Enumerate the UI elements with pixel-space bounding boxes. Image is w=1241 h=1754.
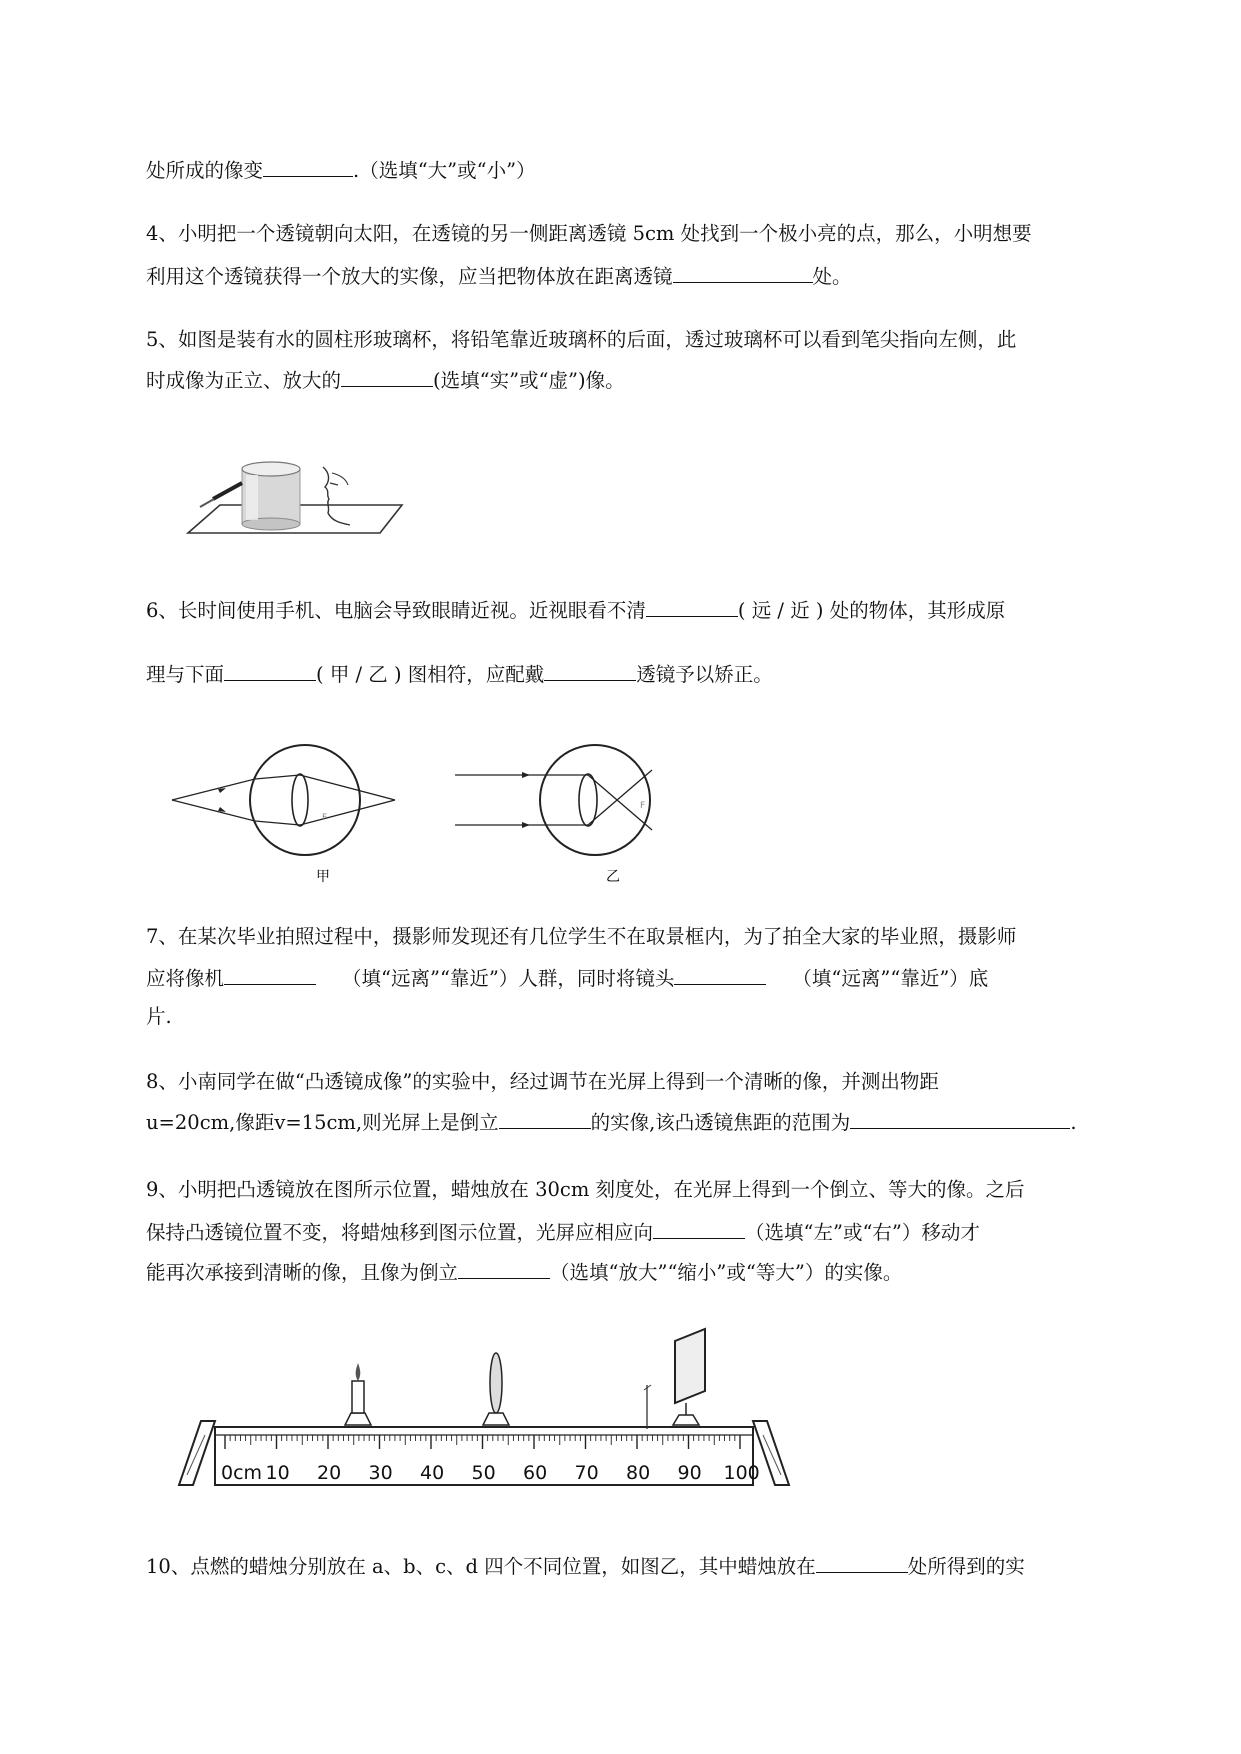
ruler-label: 30 bbox=[368, 1462, 393, 1484]
answer-blank[interactable] bbox=[673, 264, 813, 283]
answer-blank[interactable] bbox=[646, 598, 738, 617]
fig-label-jia: 甲 bbox=[316, 869, 330, 885]
answer-blank[interactable] bbox=[544, 662, 636, 681]
svg-text:F: F bbox=[322, 813, 328, 823]
q9-line-3: 能再次承接到清晰的像，且像为倒立 （选填“放大”“缩小”或“等大”）的实像。 bbox=[146, 1261, 903, 1284]
fig-label-yi: 乙 bbox=[606, 869, 620, 885]
q9-line-1: 9、小明把凸透镜放在图所示位置，蜡烛放在 30cm 刻度处，在光屏上得到一个倒立、等大的像。之后 bbox=[146, 1178, 1025, 1201]
answer-blank[interactable] bbox=[458, 1260, 550, 1279]
answer-blank[interactable] bbox=[263, 158, 353, 177]
ruler-label: 100 bbox=[723, 1462, 760, 1484]
answer-blank[interactable] bbox=[224, 662, 316, 681]
q8-line-1: 8、小南同学在做“凸透镜成像”的实验中，经过调节在光屏上得到一个清晰的像，并测出物距 bbox=[146, 1070, 939, 1093]
answer-blank[interactable] bbox=[341, 368, 433, 387]
answer-blank[interactable] bbox=[850, 1110, 1070, 1129]
ruler-label: 90 bbox=[677, 1462, 702, 1484]
ruler-label: 80 bbox=[626, 1462, 651, 1484]
answer-blank[interactable] bbox=[653, 1220, 745, 1239]
q3-tail-line: 处所成的像变 .（选填“大”或“小”） bbox=[146, 159, 536, 182]
ruler-label: 0cm bbox=[221, 1462, 263, 1484]
ruler-label: 50 bbox=[471, 1462, 496, 1484]
eye-diagrams-figure bbox=[170, 738, 690, 888]
q4-line-2: 利用这个透镜获得一个放大的实像，应当把物体放在距离透镜 处。 bbox=[146, 265, 852, 288]
q9-line-2: 保持凸透镜位置不变，将蜡烛移到图示位置，光屏应相应向 （选填“左”或“右”）移动才 bbox=[146, 1221, 980, 1244]
answer-blank[interactable] bbox=[499, 1110, 591, 1129]
q7-line-1: 7、在某次毕业拍照过程中，摄影师发现还有几位学生不在取景框内，为了拍全大家的毕业照，摄影师 bbox=[146, 925, 1017, 948]
q7-line-3: 片. bbox=[146, 1005, 172, 1028]
ruler-label: 40 bbox=[420, 1462, 445, 1484]
q8-line-2: u=20cm,像距v=15cm,则光屏上是倒立 的实像,该凸透镜焦距的范围为 . bbox=[146, 1111, 1077, 1134]
answer-blank[interactable] bbox=[674, 966, 766, 985]
q5-line-1: 5、如图是装有水的圆柱形玻璃杯，将铅笔靠近玻璃杯的后面，透过玻璃杯可以看到笔尖指向左侧，此 bbox=[146, 328, 1017, 351]
q6-line-2: 理与下面 ( 甲 / 乙 ) 图相符，应配戴 透镜予以矫正。 bbox=[146, 663, 773, 686]
answer-blank[interactable] bbox=[224, 966, 316, 985]
ruler-label: 20 bbox=[317, 1462, 342, 1484]
svg-text:F: F bbox=[640, 801, 646, 811]
q10-line-1: 10、点燃的蜡烛分别放在 a、b、c、d 四个不同位置，如图乙，其中蜡烛放在 处所得到的实 bbox=[146, 1555, 1025, 1578]
q4-line-1: 4、小明把一个透镜朝向太阳，在透镜的另一侧距离透镜 5cm 处找到一个极小亮的点，那么，小明想要 bbox=[146, 222, 1032, 245]
q6-line-1: 6、长时间使用手机、电脑会导致眼睛近视。近视眼看不清 ( 远 / 近 ) 处的物体，其形成原 bbox=[146, 599, 1006, 622]
ruler-label: 70 bbox=[574, 1462, 599, 1484]
q5-line-2: 时成像为正立、放大的 (选填“实”或“虚”)像。 bbox=[146, 369, 625, 392]
ruler-label: 10 bbox=[265, 1462, 290, 1484]
optical-bench-figure bbox=[175, 1325, 795, 1495]
answer-blank[interactable] bbox=[816, 1554, 908, 1573]
glass-cup-figure bbox=[180, 455, 420, 555]
ruler-label: 60 bbox=[523, 1462, 548, 1484]
q7-line-2: 应将像机 （填“远离”“靠近”）人群，同时将镜头 （填“远离”“靠近”）底 bbox=[146, 967, 989, 990]
